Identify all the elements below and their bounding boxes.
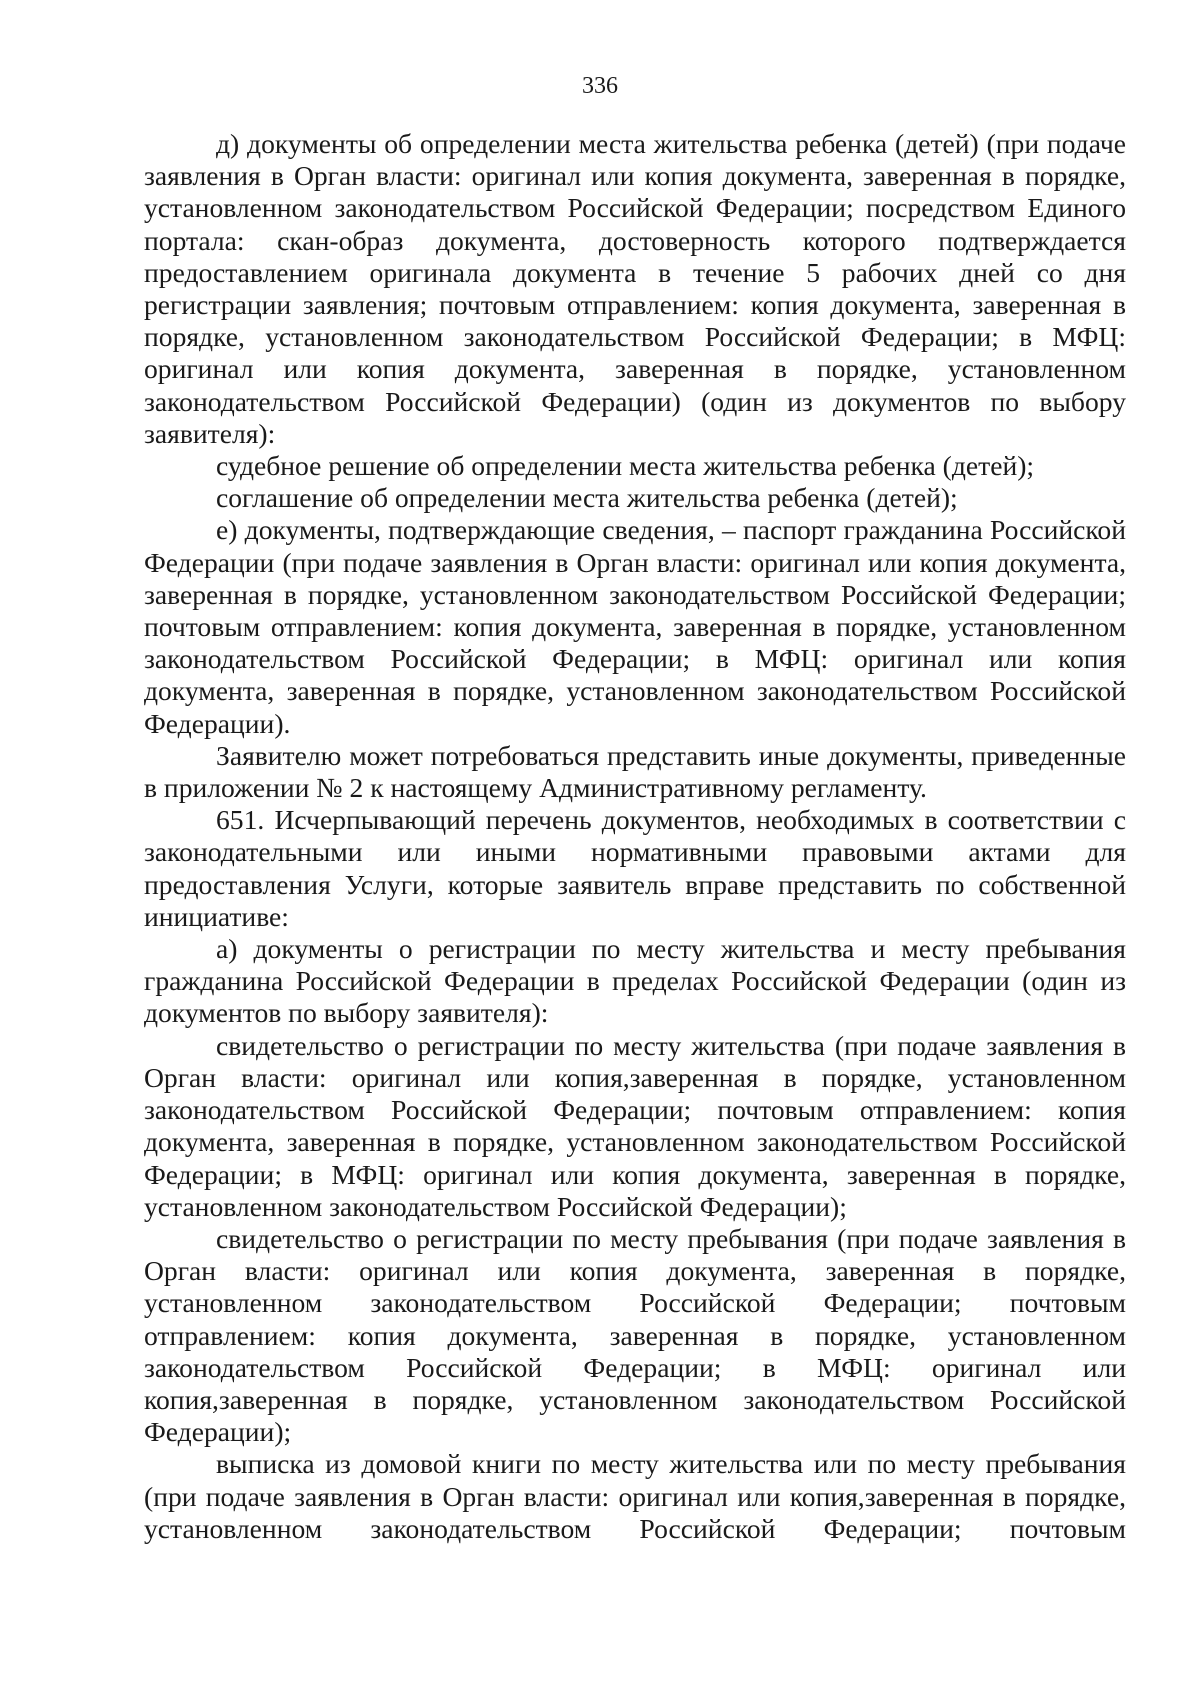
paragraph-other-documents: Заявителю может потребоваться представить иные документы, приведенные в приложении № 2 к настоящему Административному регламенту.: [144, 739, 1126, 804]
paragraph-court-decision: судебное решение об определении места жительства ребенка (детей);: [216, 450, 1035, 482]
paragraph-agreement: соглашение об определении места жительства ребенка (детей);: [216, 482, 958, 514]
paragraph-stay-certificate: свидетельство о регистрации по месту пребывания (при подаче заявления в Орган власти: оригинал или копия документа, заверенная в порядке, установленном законодательством Российской Федерации; почтовым отправлением: копия документа, заверенная в порядке, установленном законодательством Российской Федерации; в МФЦ: оригинал или копия,заверенная в порядке, установленном законодательством Российской Федерации);: [144, 1222, 1126, 1448]
paragraph-documents-residence: д) документы об определении места жительства ребенка (детей) (при подаче заявления в Орган власти: оригинал или копия документа, заверенная в порядке, установленном законодательством Российской Федерации; посредством Единого портала: скан-образ документа, достоверность которого подтверждается предоставлением оригинала документа в течение 5 рабочих дней со дня регистрации заявления; почтовым отправлением: копия документа, заверенная в порядке, установленном законодательством Российской Федерации; в МФЦ: оригинал или копия документа, заверенная в порядке, установленном законодательством Российской Федерации) (один из документов по выбору заявителя):: [144, 128, 1126, 449]
paragraph-registration-documents: а) документы о регистрации по месту жительства и месту пребывания гражданина Российской Федерации в пределах Российской Федерации (один из документов по выбору заявителя):: [144, 933, 1126, 1029]
paragraph-residence-certificate: свидетельство о регистрации по месту жительства (при подаче заявления в Орган власти: оригинал или копия,заверенная в порядке, установленном законодательством Российской Федерации; почтовым отправлением: копия документа, заверенная в порядке, установленном законодательством Российской Федерации; в МФЦ: оригинал или копия документа, заверенная в порядке, установленном законодательством Российской Федерации);: [144, 1029, 1126, 1222]
paragraph-passport-documents: е) документы, подтверждающие сведения, – паспорт гражданина Российской Федерации (при подаче заявления в Орган власти: оригинал или копия документа, заверенная в порядке, установленном законодательством Российской Федерации; почтовым отправлением: копия документа, заверенная в порядке, установленном законодательством Российской Федерации; в МФЦ: оригинал или копия документа, заверенная в порядке, установленном законодательством Российской Федерации).: [144, 514, 1126, 739]
paragraph-651-list: 651. Исчерпывающий перечень документов, необходимых в соответствии с законодательными или иными нормативными правовыми актами для предоставления Услуги, которые заявитель вправе представить по собственной инициативе:: [144, 804, 1126, 932]
paragraph-house-book-extract: выписка из домовой книги по месту жительства или по месту пребывания (при подаче заявления в Орган власти: оригинал или копия,заверенная в порядке, установленном законодательством Российской Федерации; почтовым: [144, 1448, 1126, 1544]
page-number: 336: [582, 73, 618, 99]
document-body: [144, 128, 1126, 1545]
